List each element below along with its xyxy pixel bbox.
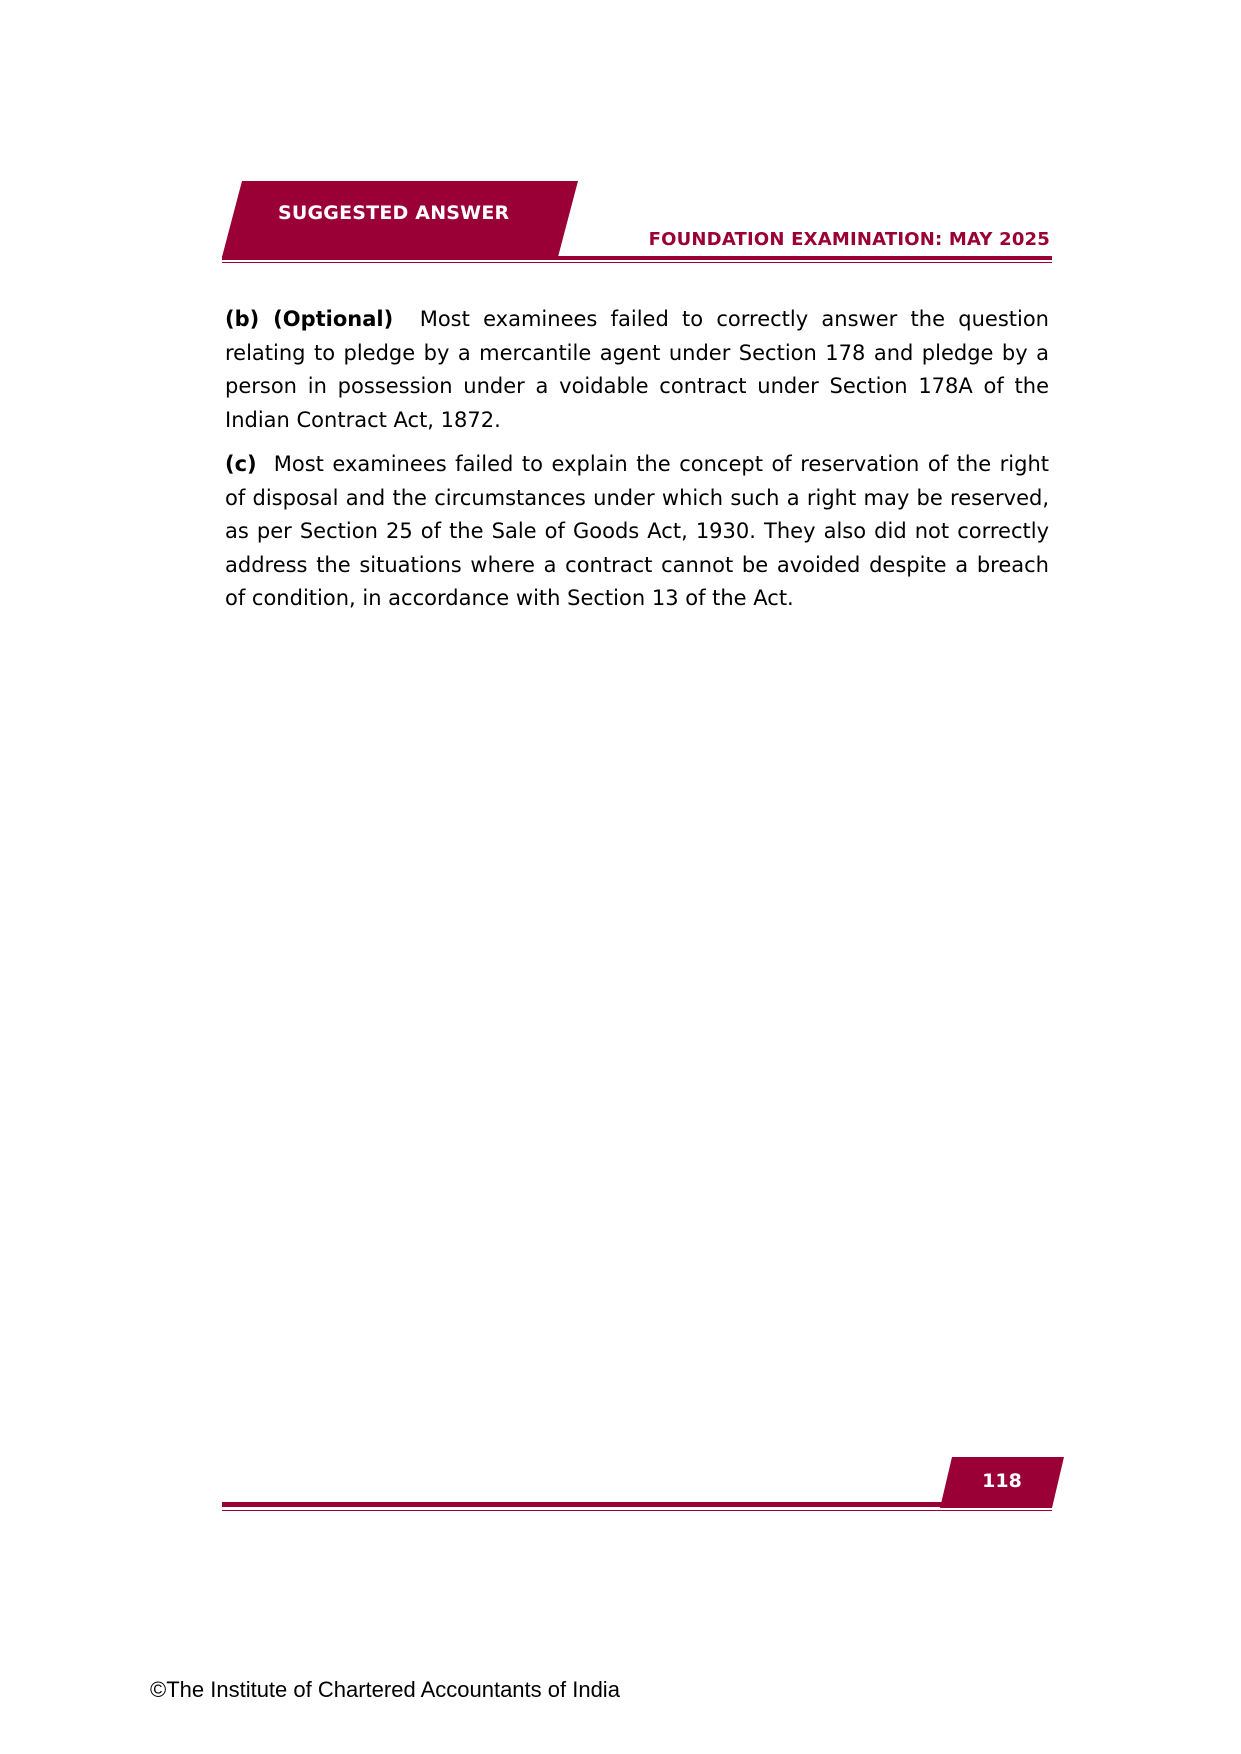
paragraph-c: [225, 448, 1049, 616]
paragraph-label: (b) (Optional): [225, 307, 394, 331]
paragraph-text: Most examinees failed to correctly answer the question relating to pledge by a mercantile agent under Section 178 and pledge by a person in possession under a voidable contract under Section 178A of the Indian Contract Act, 1872.: [225, 307, 1049, 432]
header-rule: [222, 256, 1052, 260]
exam-title: FOUNDATION EXAMINATION: MAY 2025: [648, 229, 1050, 250]
header-rule-thin: [222, 262, 1052, 263]
header-tab-label: SUGGESTED ANSWER: [278, 202, 510, 224]
footer-rule: [222, 1502, 1052, 1507]
answer-body: [225, 303, 1049, 627]
page-number: 118: [982, 1470, 1022, 1492]
copyright-footer: ©The Institute of Chartered Accountants of India: [150, 1677, 620, 1702]
paragraph-label: (c): [225, 452, 257, 476]
paragraph-b: [225, 303, 1049, 437]
footer-rule-thin: [222, 1510, 1052, 1511]
paragraph-text: Most examinees failed to explain the concept of reservation of the right of disposal and the circumstances under which such a right may be reserved, as per Section 25 of the Sale of Goods Act, 1930. They also did not correctly address the situations where a contract cannot be avoided despite a breach of condition, in accordance with Section 13 of the Act.: [225, 452, 1049, 610]
